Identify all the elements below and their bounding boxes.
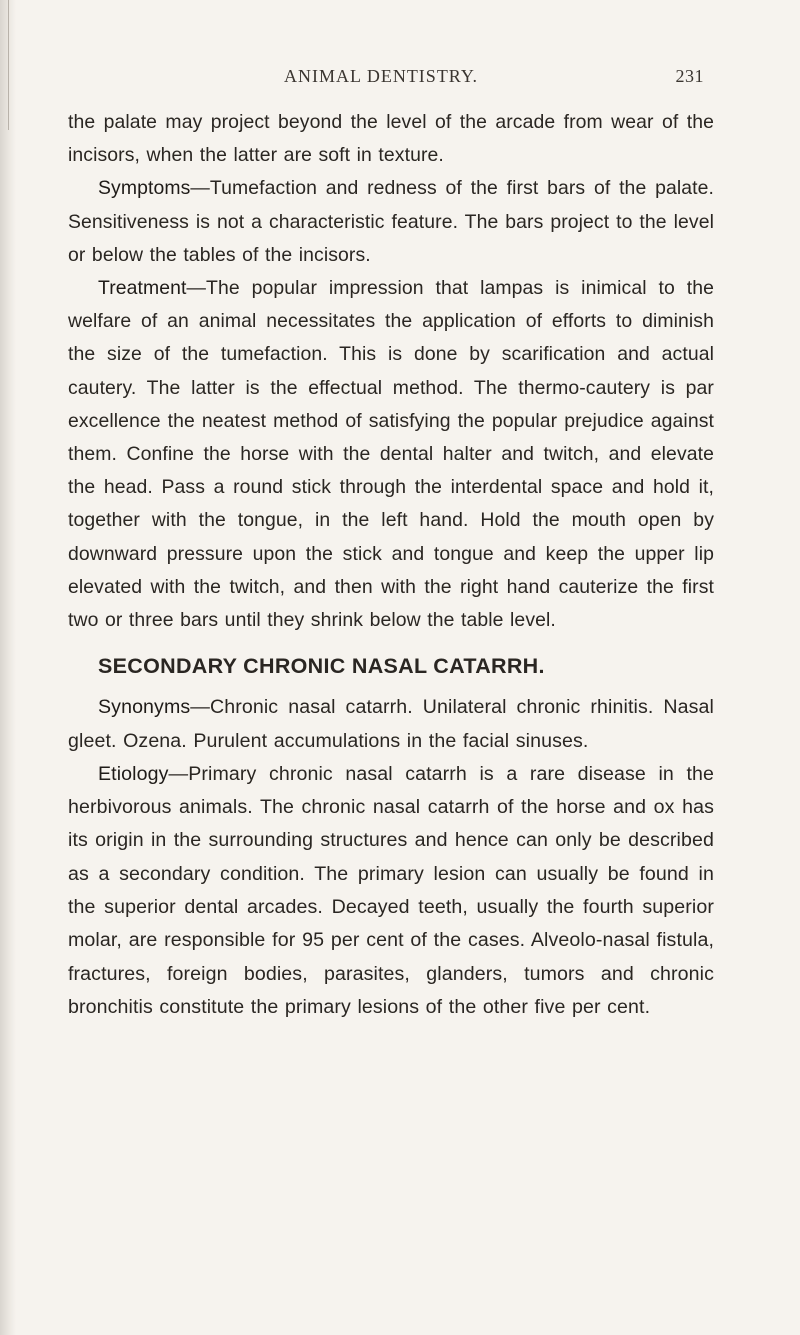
paragraph-lead: Symptoms [98, 177, 191, 200]
page-number: 231 [675, 66, 704, 86]
paragraph-lead: Treatment [98, 277, 187, 300]
page-gutter-shadow [0, 0, 16, 1335]
paragraph-symptoms [68, 172, 714, 272]
running-head-title: ANIMAL DENTISTRY. [284, 66, 479, 86]
page-gutter-line [8, 0, 9, 130]
paragraph-text: —Primary chronic nasal catarrh is a rare disease in the herbivorous animals. The chronic nasal catarrh of the horse and ox has its origin in the surrounding structures and hence can only be described as a secondary condition. The primary lesion can usually be found in the superior dental arcades. Decayed teeth, usually the fourth superior molar, are responsible for 95 per cent of the cases. Alveolo-nasal fistula, fractures, foreign bodies, parasites, glanders, tumors and chronic bronchitis constitute the primary lesions of the other five per cent. [68, 762, 714, 1018]
paragraph-text: the palate may project beyond the level of the arcade from wear of the incisors, when the latter are soft in texture. [68, 111, 714, 167]
body-text [68, 106, 714, 1024]
paragraph-text: —Chronic nasal catarrh. Unilateral chronic rhinitis. Nasal gleet. Ozena. Purulent accumulations in the facial sinuses. [68, 696, 714, 752]
paragraph-continuation [68, 106, 714, 172]
paragraph-etiology [68, 758, 714, 1024]
paragraph-text: —The popular impression that lampas is inimical to the welfare of an animal necessitates the application of efforts to diminish the size of the tumefaction. This is done by scarification and actual cautery. The latter is the effectual method. The thermo-cautery is par excellence the neatest method of satisfying the popular prejudice against them. Confine the horse with the dental halter and twitch, and elevate the head. Pass a round stick through the interdental space and hold it, together with the tongue, in the left hand. Hold the mouth open by downward pressure upon the stick and tongue and keep the upper lip elevated with the twitch, and then with the right hand cauterize the first two or three bars until they shrink below the table level. [68, 277, 714, 632]
paragraph-treatment [68, 272, 714, 637]
paragraph-lead: Synonyms [98, 696, 191, 719]
paragraph-synonyms [68, 691, 714, 758]
paragraph-lead: Etiology [98, 762, 169, 785]
section-body [68, 691, 714, 1024]
paragraph-text: —Tumefaction and redness of the first bars of the palate. Sensitiveness is not a characteristic feature. The bars project to the level or below the tables of the incisors. [68, 177, 714, 266]
section-heading: SECONDARY CHRONIC NASAL CATARRH. [98, 654, 545, 679]
